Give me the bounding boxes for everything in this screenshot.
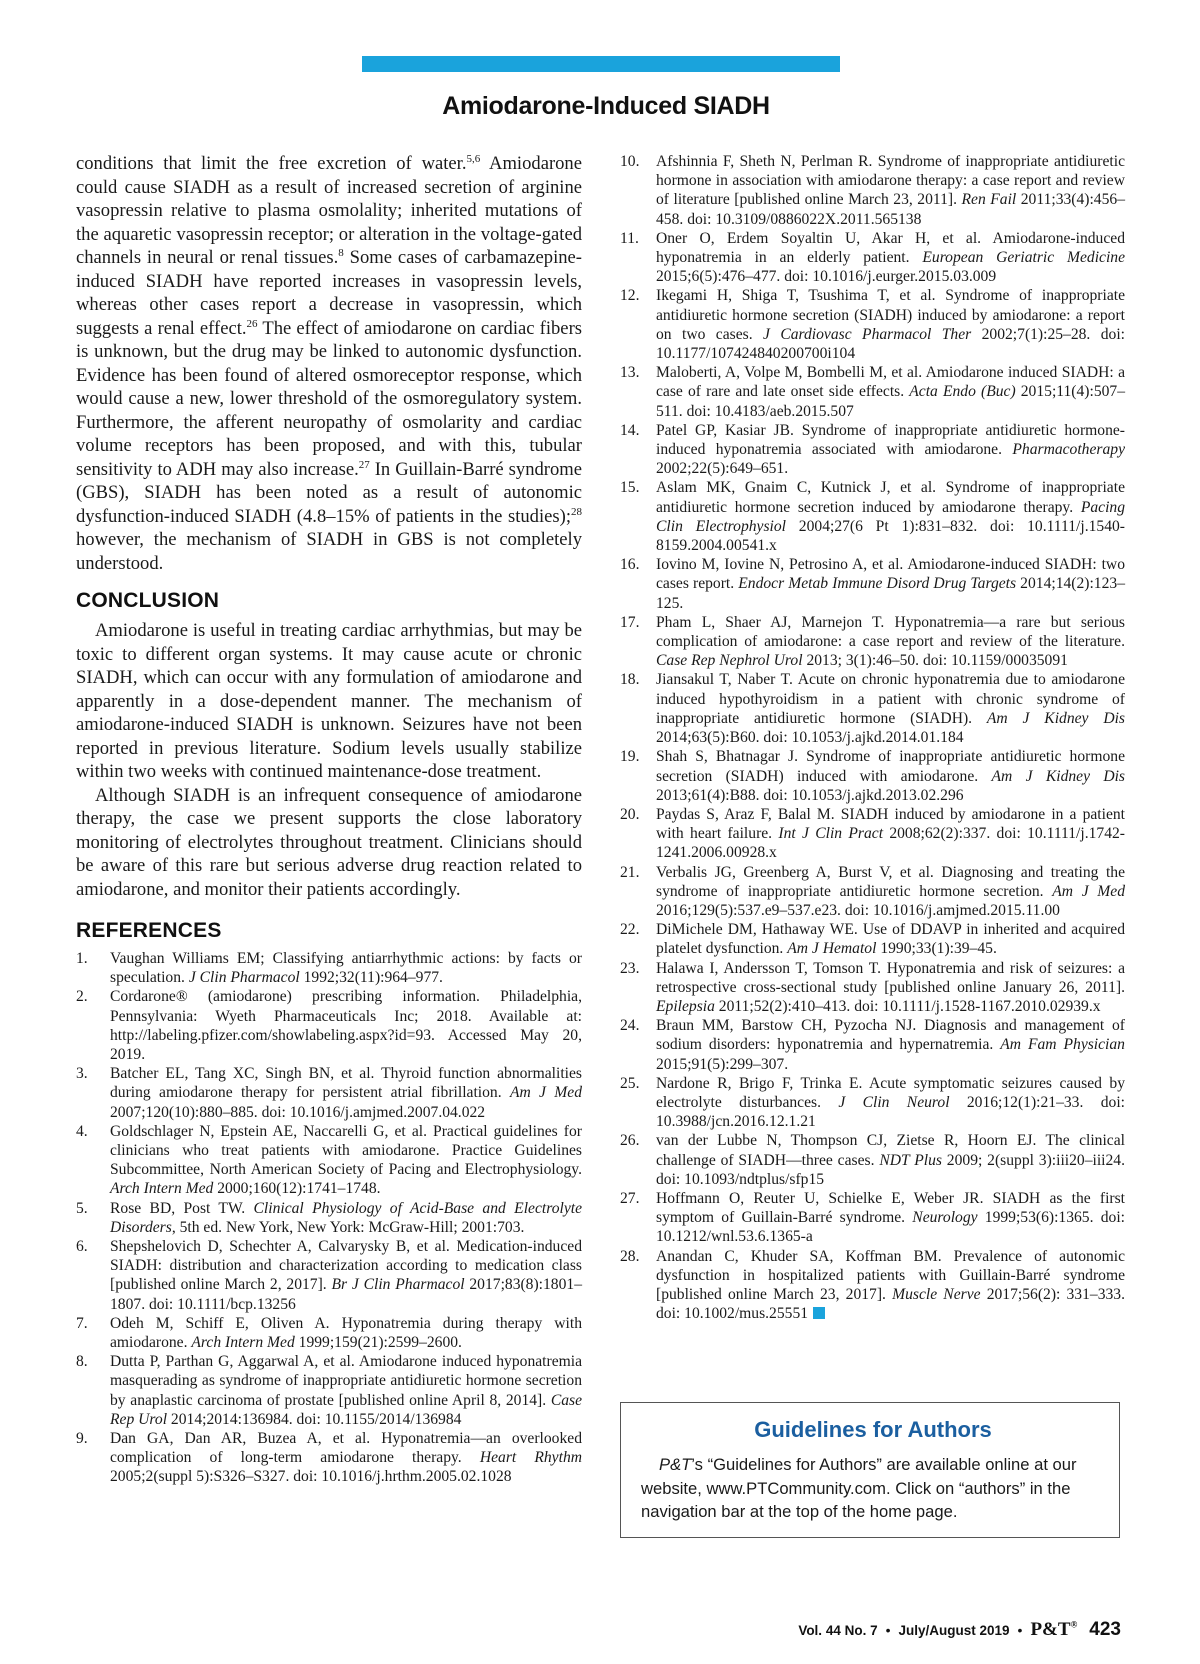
end-of-article-square-icon [813, 1307, 825, 1319]
conclusion-paragraph-1: Amiodarone is useful in treating cardiac arrhythmias, but may be toxic to different organ systems. It may cause acute or chronic SIADH, which can occur with any formulation of amiodarone and apparently in a dose-dependent manner. The mechanism of amiodarone-induced SIADH is unknown. Seizures have not been reported in previous literature. Sodium levels usually stabilize within two weeks with continued maintenance-dose treatment. [76, 620, 582, 782]
reference-item [76, 1429, 582, 1487]
footer-issue: Vol. 44 No. 7 [798, 1623, 878, 1638]
reference-list-left [76, 949, 582, 1487]
guidelines-text: P&T’s “Guidelines for Authors” are available online at our website, www.PTCommunity.com. Click on “authors” in the navigation bar at the top of the home page. [641, 1455, 1077, 1521]
footer-bullet: • [885, 1622, 891, 1638]
reference-item [620, 421, 1125, 479]
citation: 27 [358, 458, 370, 471]
reference-item [620, 1247, 1125, 1324]
reference-item [620, 670, 1125, 747]
reference-text: Braun MM, Barstow CH, Pyzocha NJ. Diagnosis and management of sodium disorders: hyponatremia and hypernatremia. Am Fam Physician 2015;91(5):299–307. [656, 1017, 1125, 1073]
reference-text: Cordarone® (amiodarone) prescribing information. Philadelphia, Pennsylvania: Wyeth Pharmaceuticals Inc; 2018. Available at: http://labeling.pfizer.com/showlabeling.aspx?id=93. Accessed May 20, 2019. [110, 988, 582, 1064]
reference-number: 15. [620, 479, 640, 497]
reference-number: 17. [620, 613, 640, 631]
reference-number: 26. [620, 1132, 640, 1150]
reference-list-right [620, 152, 1125, 1323]
conclusion-paragraph-2: Although SIADH is an infrequent consequence of amiodarone therapy, the case we present supports the close laboratory monitoring of electrolytes throughout treatment. Clinicians should be aware of this rare but serious adverse drug reaction related to amiodarone, and monitor their patients accordingly. [76, 784, 582, 900]
guidelines-for-authors-box [620, 1402, 1120, 1538]
reference-text: Patel GP, Kasiar JB. Syndrome of inappropriate antidiuretic hormone-induced hyponatremia associated with amiodarone. Pharmacotherapy 2002;22(5):649–651. [656, 421, 1125, 478]
reference-number: 21. [620, 863, 640, 881]
reference-text: Aslam MK, Gnaim C, Kutnick J, et al. Syndrome of inappropriate antidiuretic hormone secretion induced by amiodarone therapy. Pacing Clin Electrophysiol 2004;27(6 Pt 1):831–832. doi: 10.1111/j.1540-8159.2004.00541.x [656, 479, 1125, 555]
discussion-continuation-paragraph: conditions that limit the free excretion of water.$^{5,6}$ Amiodarone could cause SIADH as a result of increased secretion of arginine vasopressin relative to plasma osmolality; inherited mutations of the aquaretic vasopressin receptor; or alteration in the voltage-gated channels in neural or renal tissues.$^8$ Some cases of carbamazepine-induced SIADH have reported increases in vasopressin levels, whereas other cases report a decrease in vasopressin, which suggests a renal effect.$^{26}$ The effect of amiodarone on cardiac fibers is unknown, but the drug may be linked to autonomic dysfunction. Evidence has been found of altered osmoreceptor response, which would cause a new, lower threshold of the osmoregulatory system. Furthermore, the afferent neuropathy of osmolarity and cardiac volume receptors has been proposed, and with this, tubular sensitivity to ADH may also increase.$^{27}$ In Guillain-Barré syndrome (GBS), SIADH has been noted as a result of autonomic dysfunction-induced SIADH (4.8–15% of patients in the studies);$^{28}$ however, the mechanism of SIADH in GBS is not completely understood. [76, 152, 583, 574]
reference-item [620, 747, 1125, 805]
right-column [620, 152, 1125, 1323]
reference-number: 3. [76, 1065, 88, 1083]
reference-text: Odeh M, Schiff E, Oliven A. Hyponatremia during therapy with amiodarone. Arch Intern Med 1999;159(21):2599–2600. [110, 1314, 582, 1352]
reference-text: Paydas S, Araz F, Balal M. SIADH induced by amiodarone in a patient with heart failure. Int J Clin Pract 2008;62(2):337. doi: 10.1111/j.1742-1241.2006.00928.x [656, 805, 1125, 862]
reference-item [620, 286, 1125, 363]
reference-number: 23. [620, 959, 640, 977]
reference-number: 13. [620, 364, 640, 382]
reference-number: 4. [76, 1122, 88, 1140]
reference-item [620, 1189, 1125, 1247]
reference-item [620, 805, 1125, 863]
reference-number: 25. [620, 1074, 640, 1092]
reference-text: Nardone R, Brigo F, Trinka E. Acute symptomatic seizures caused by electrolyte disturbances. J Clin Neurol 2016;12(1):21–33. doi: 10.3988/jcn.2016.12.1.21 [656, 1074, 1125, 1131]
page-number: 423 [1089, 1619, 1121, 1640]
reference-item [620, 920, 1125, 958]
reference-item [620, 478, 1125, 555]
conclusion-heading: CONCLUSION [76, 589, 220, 612]
reference-text: Dan GA, Dan AR, Buzea A, et al. Hyponatremia—an overlooked complication of long-term amiodarone therapy. Heart Rhythm 2005;2(suppl 5):S326–S327. doi: 10.1016/j.hrthm.2005.02.1028 [110, 1430, 582, 1486]
reference-text: Iovino M, Iovine N, Petrosino A, et al. Amiodarone-induced SIADH: two cases report. Endocr Metab Immune Disord Drug Targets 2014;14(2):123–125. [656, 556, 1125, 612]
reference-number: 22. [620, 921, 640, 939]
running-title: Amiodarone-Induced SIADH [442, 92, 770, 120]
reference-number: 7. [76, 1314, 88, 1332]
reference-text: Batcher EL, Tang XC, Singh BN, et al. Thyroid function abnormalities during amiodarone therapy for persistent atrial fibrillation. Am J Med 2007;120(10):880–885. doi: 10.1016/j.amjmed.2007.04.022 [110, 1065, 583, 1121]
reference-number: 28. [620, 1247, 640, 1265]
reference-text: DiMichele DM, Hathaway WE. Use of DDAVP in inherited and acquired platelet dysfunction. Am J Hematol 1990;33(1):39–45. [656, 921, 1125, 958]
reference-text: Hoffmann O, Reuter U, Schielke E, Weber JR. SIADH as the first symptom of Guillain-Barré syndrome. Neurology 1999;53(6):1365. doi: 10.1212/wnl.53.6.1365-a [656, 1189, 1125, 1246]
citation: 26 [246, 317, 258, 330]
header-accent-bar [362, 56, 840, 72]
reference-item [620, 613, 1125, 671]
reference-text: Afshinnia F, Sheth N, Perlman R. Syndrome of inappropriate antidiuretic hormone in association with amiodarone therapy: a case report and review of literature [published online March 23, 2011]. Ren Fail 2011;33(4):456–458. doi: 10.3109/0886022X.2011.565138 [656, 153, 1125, 228]
reference-text: Maloberti, A, Volpe M, Bombelli M, et al. Amiodarone induced SIADH: a case of rare and late onset side effects. Acta Endo (Buc) 2015;11(4):507–511. doi: 10.4183/aeb.2015.507 [656, 364, 1126, 420]
reference-text: Rose BD, Post TW. Clinical Physiology of Acid-Base and Electrolyte Disorders, 5th ed. New York, New York: McGraw-Hill; 2001:703. [110, 1199, 583, 1236]
reference-number: 5. [76, 1199, 88, 1217]
left-column [76, 152, 582, 1487]
guidelines-title: Guidelines for Authors [754, 1417, 992, 1442]
reference-text: Dutta P, Parthan G, Aggarwal A, et al. Amiodarone induced hyponatremia masquerading as syndrome of inappropriate antidiuretic hormone secretion by anaplastic carcinoma of prostate [published online April 8, 2014]. Case Rep Urol 2014;2014:136984. doi: 10.1155/2014/136984 [110, 1353, 582, 1428]
reference-number: 20. [620, 805, 640, 823]
reference-item [76, 1352, 582, 1429]
reference-number: 14. [620, 421, 640, 439]
reference-item [620, 959, 1125, 1017]
reference-number: 8. [76, 1353, 88, 1371]
reference-text: Verbalis JG, Greenberg A, Burst V, et al. Diagnosing and treating the syndrome of inappropriate antidiuretic hormone secretion. Am J Med 2016;129(5):537.e9–537.e23. doi: 10.1016/j.amjmed.2015.11.00 [656, 863, 1125, 919]
reference-number: 9. [76, 1430, 88, 1448]
reference-number: 6. [76, 1238, 88, 1256]
citation: 28 [571, 505, 582, 518]
reference-number: 24. [620, 1017, 640, 1035]
references-heading: REFERENCES [76, 919, 222, 942]
reference-item [620, 1074, 1125, 1132]
reference-text: Pham L, Shaer AJ, Marnejon T. Hyponatremia—a rare but serious complication of amiodarone: a case report and review of the literature. Case Rep Nephrol Urol 2013; 3(1):46–50. doi: 10.1159/00035091 [656, 613, 1125, 670]
reference-item [76, 1314, 582, 1352]
reference-item [620, 152, 1125, 229]
reference-item [76, 1199, 582, 1237]
reference-item [76, 1122, 582, 1199]
reference-number: 19. [620, 748, 640, 766]
reference-text: Oner O, Erdem Soyaltin U, Akar H, et al. Amiodarone-induced hyponatremia in an elderly patient. European Geriatric Medicine 2015;6(5):476–477. doi: 10.1016/j.eurger.2015.03.009 [656, 229, 1126, 286]
reference-number: 2. [76, 988, 88, 1006]
reference-item [620, 555, 1125, 613]
reference-text: Halawa I, Andersson T, Tomson T. Hyponatremia and risk of seizures: a retrospective cross-sectional study [published online January 26, 2011]. Epilepsia 2011;52(2):410–413. doi: 10.1111/j.1528-1167.2010.02939.x [656, 959, 1125, 1015]
citation: 5,6 [466, 152, 481, 165]
footer-bullet: • [1017, 1622, 1023, 1638]
page-footer [798, 1619, 1121, 1641]
reference-item [76, 949, 582, 987]
reference-item [76, 1237, 582, 1314]
footer-date: July/August 2019 [898, 1623, 1010, 1638]
reference-item [76, 1064, 582, 1122]
citation: 8 [338, 246, 344, 259]
reference-number: 1. [76, 950, 88, 967]
reference-number: 10. [620, 153, 640, 170]
reference-text: Shepshelovich D, Schechter A, Calvarysky B, et al. Medication-induced SIADH: distribution and characterization according to medication class [published online March 2, 2017]. Br J Clin Pharmacol 2017;83(8):1801–1807. doi: 10.1111/bcp.13256 [110, 1238, 582, 1313]
reference-item [620, 363, 1125, 421]
reference-number: 12. [620, 287, 640, 305]
reference-item [620, 1131, 1125, 1189]
reference-item [620, 1016, 1125, 1074]
reference-text: Vaughan Williams EM; Classifying antiarrhythmic actions: by facts or speculation. J Clin Pharmacol 1992;32(11):964–977. [110, 950, 582, 987]
reference-text: Jiansakul T, Naber T. Acute on chronic hyponatremia due to amiodarone induced hypothyroidism in a patient with chronic syndrome of inappropriate antidiuretic hormone (SIADH). Am J Kidney Dis 2014;63(5):B60. doi: 10.1053/j.ajkd.2014.01.184 [656, 671, 1125, 747]
reference-text: Goldschlager N, Epstein AE, Naccarelli G, et al. Practical guidelines for clinicians who treat patients with amiodarone. Practice Guidelines Subcommittee, North American Society of Pacing and Electrophysiology. Arch Intern Med 2000;160(12):1741–1748. [110, 1122, 582, 1198]
reference-text: Anandan C, Khuder SA, Koffman BM. Prevalence of autonomic dysfunction in hospitalized patients with Guillain-Barré syndrome [published online March 23, 2017]. Muscle Nerve 2017;56(2): 331–333. doi: 10.1002/mus.25551 [656, 1247, 1125, 1323]
reference-item [620, 229, 1125, 287]
reference-number: 16. [620, 556, 640, 574]
reference-number: 27. [620, 1189, 640, 1207]
reference-item [620, 863, 1125, 921]
footer-journal-name: P&T® [1030, 1619, 1078, 1640]
reference-text: van der Lubbe N, Thompson CJ, Zietse R, Hoorn EJ. The clinical challenge of SIADH—three cases. NDT Plus 2009; 2(suppl 3):iii20–iii24. doi: 10.1093/ndtplus/sfp15 [656, 1132, 1125, 1188]
reference-text: Ikegami H, Shiga T, Tsushima T, et al. Syndrome of inappropriate antidiuretic hormone secretion (SIADH) induced by amiodarone: a report on two cases. J Cardiovasc Pharmacol Ther 2002;7(1):25–28. doi: 10.1177/107424840200700i104 [656, 287, 1125, 363]
reference-number: 18. [620, 671, 640, 689]
reference-number: 11. [620, 229, 639, 247]
reference-item [76, 987, 582, 1064]
reference-text: Shah S, Bhatnagar J. Syndrome of inappropriate antidiuretic hormone secretion (SIADH) induced with amiodarone. Am J Kidney Dis 2013;61(4):B88. doi: 10.1053/j.ajkd.2013.02.296 [656, 748, 1125, 804]
